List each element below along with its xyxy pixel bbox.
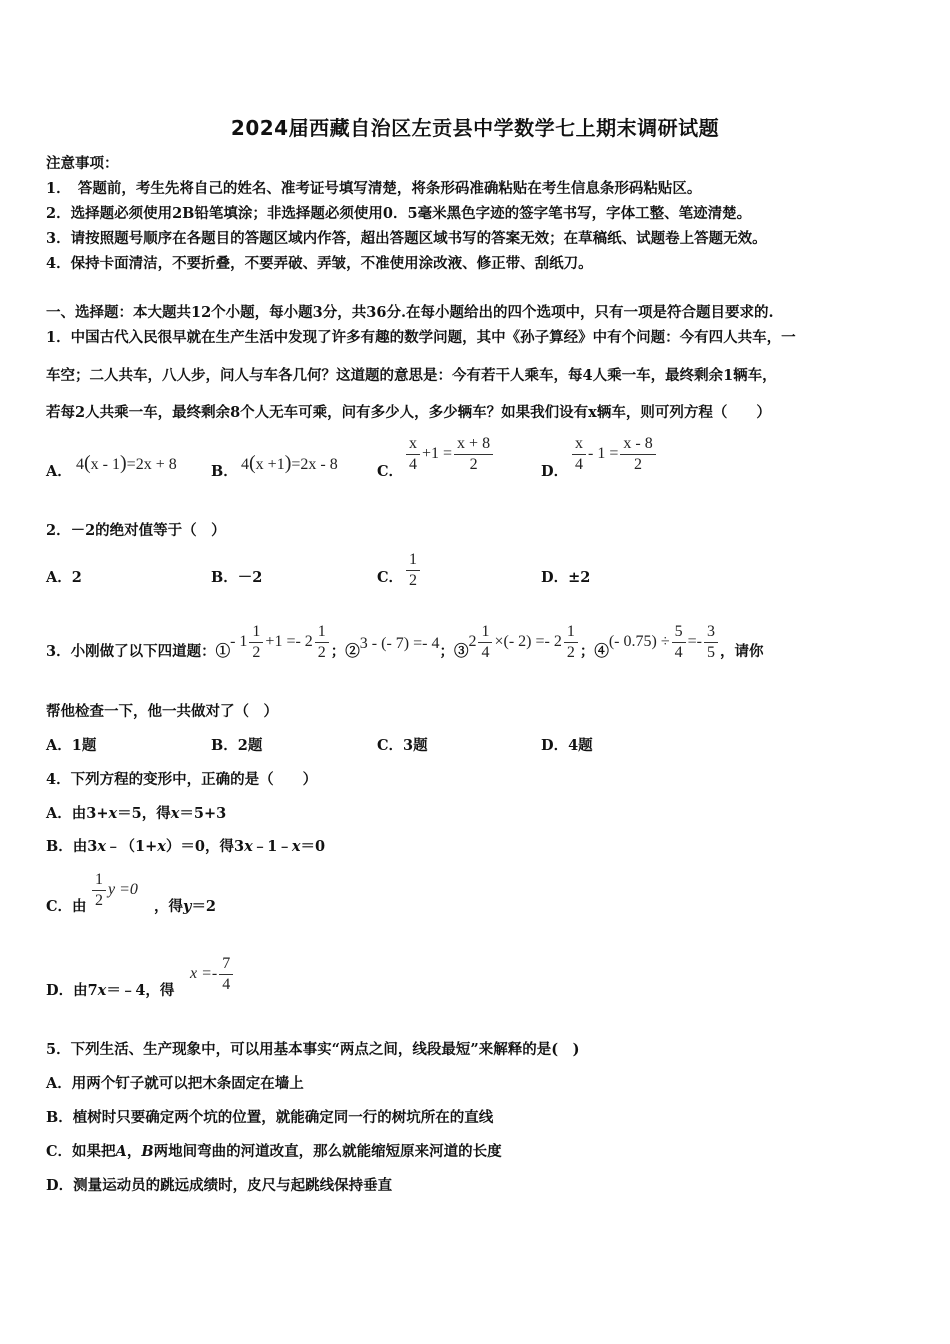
q1-option-b-equation: 4(x +1)=2x - 8: [241, 452, 338, 474]
q1-b-coef: 4: [241, 456, 249, 473]
q4-option-c-pre: C．由: [46, 898, 87, 915]
page-title: 2024届西藏自治区左贡县中学数学七上期末调研试题: [230, 116, 720, 140]
q2-option-b: B．－2: [211, 569, 263, 586]
q3-expr-3: 2 $\frac{1}{4}$ ×(- 2) =- 2 $\frac{1}{2}$: [468, 622, 579, 663]
notice-item-2: 2．选择题必须使用2B铅笔填涂；非选择题必须使用0．5毫米黑色字迹的签字笔书写，字体工整、笔迹清楚。: [46, 205, 752, 222]
q5-stem: 5．下列生活、生产现象中，可以用基本事实“两点之间，线段最短”来解释的是( ): [46, 1041, 580, 1058]
q1-d-den2: 2: [634, 456, 643, 473]
q3-expr-1: - 1 $\frac{1}{2}$ +1 =- 2 $\frac{1}{2}$: [230, 622, 331, 663]
q3-expr-4: (- 0.75) ÷ $\frac{5}{4}$ =- $\frac{3}{5}$: [609, 622, 720, 663]
q3-tail: ，请你: [719, 643, 764, 660]
q1-a-inner: x - 1: [90, 456, 120, 473]
q3-option-d: D．4题: [541, 737, 593, 754]
section-heading: 一、选择题：本大题共12个小题，每小题3分，共36分.在每小题给出的四个选项中，只有一项是符合题目要求的.: [46, 304, 774, 321]
q1-option-c-equation: [404, 434, 495, 475]
q1-d-den: 4: [575, 456, 583, 473]
q1-a-coef: 4: [76, 456, 84, 473]
q3-sep-3: ；④: [579, 643, 609, 660]
q1-d-mid: - 1 =: [588, 445, 619, 463]
q1-a-rhs: =2x + 8: [126, 456, 177, 473]
q3-option-b: B．2题: [211, 737, 263, 754]
q2-option-c-label: C．: [377, 569, 404, 586]
q1-option-a-label: A．: [46, 463, 72, 480]
q1-c-den2: 2: [469, 456, 478, 473]
q1-option-d-equation: [570, 434, 658, 475]
q1-c-num2: x + 8: [454, 434, 493, 455]
q2-option-c-fraction: $\frac{1}{2}$: [404, 550, 422, 591]
q4-option-b: B．由3x﹣（1+x）＝0，得3x﹣1﹣x＝0: [46, 838, 326, 855]
q1-option-b-label: B．: [211, 463, 238, 480]
q1-c-mid: +1 =: [422, 445, 453, 463]
notice-item-4: 4．保持卡面清洁，不要折叠，不要弄破、弄皱，不准使用涂改液、修正带、刮纸刀。: [46, 255, 593, 272]
q1-line-1: 1．中国古代入民很早就在生产生活中发现了许多有趣的数学问题，其中《孙子算经》中有个问题：今有四人共车，一: [46, 329, 796, 346]
q5-option-d: D．测量运动员的跳远成绩时，皮尺与起跳线保持垂直: [46, 1177, 393, 1194]
q4-option-c-expr: $\frac{1}{2}$ y =0: [90, 870, 138, 911]
q1-option-c-label: C．: [377, 463, 404, 480]
q4-option-a: A．由3+x＝5，得x＝5+3: [46, 805, 227, 822]
notice-item-3: 3．请按照题号顺序在各题目的答题区域内作答，超出答题区域书写的答案无效；在草稿纸、试题卷上答题无效。: [46, 230, 767, 247]
notice-heading: 注意事项：: [46, 155, 119, 172]
q3-option-c: C．3题: [377, 737, 428, 754]
q3-option-a: A．1题: [46, 737, 97, 754]
q5-option-b: B．植树时只要确定两个坑的位置，就能确定同一行的树坑所在的直线: [46, 1109, 494, 1126]
q4-stem: 4．下列方程的变形中，正确的是（ ）: [46, 771, 318, 788]
q3-stem-start: 3．小刚做了以下四道题：①: [46, 643, 231, 660]
q1-option-d-label: D．: [541, 463, 569, 480]
q5-option-c: C．如果把A，B两地间弯曲的河道改直，那么就能缩短原来河道的长度: [46, 1143, 502, 1160]
q2-option-d: D．±2: [541, 569, 591, 586]
q1-option-a-equation: 4(x - 1)=2x + 8: [76, 452, 177, 474]
q1-d-num2: x - 8: [620, 434, 655, 455]
notice-item-1: 1． 答题前，考生先将自己的姓名、准考证号填写清楚，将条形码准确粘贴在考生信息条形码粘贴区。: [46, 180, 702, 197]
q4-option-c-post: ，得y＝2: [154, 898, 217, 915]
q1-b-inner: x +1: [255, 456, 285, 473]
q1-line-2: 车空；二人共车，八人步，问人与车各几何？这道题的意思是：今有若干人乘车，每4人乘一车，最终剩余1辆车，: [46, 367, 777, 384]
q3-line-2: 帮他检查一下，他一共做对了（ ）: [46, 703, 278, 720]
q3-expr-2: 3 - (- 7) =- 4: [359, 634, 440, 652]
q2-stem: 2．－2的绝对值等于（ ）: [46, 522, 226, 539]
q3-stem: [46, 623, 764, 663]
q3-sep-1: ；②: [330, 643, 360, 660]
q1-b-rhs: =2x - 8: [291, 456, 338, 473]
q4-option-d-pre: D．由7x＝﹣4，得: [46, 982, 175, 999]
q1-c-num: x: [406, 434, 420, 455]
q1-c-den: 4: [409, 456, 417, 473]
q1-d-num: x: [572, 434, 586, 455]
q2-option-a: A．2: [46, 569, 82, 586]
q3-sep-2: ；③: [439, 643, 469, 660]
q5-option-a: A．用两个钉子就可以把木条固定在墙上: [46, 1075, 304, 1092]
q1-line-3: 若每2人共乘一车，最终剩余8个人无车可乘，问有多少人，多少辆车？如果我们设有x辆车，则可列方程（ ）: [46, 404, 771, 421]
q4-option-d-expr: x =- $\frac{7}{4}$: [190, 954, 235, 995]
